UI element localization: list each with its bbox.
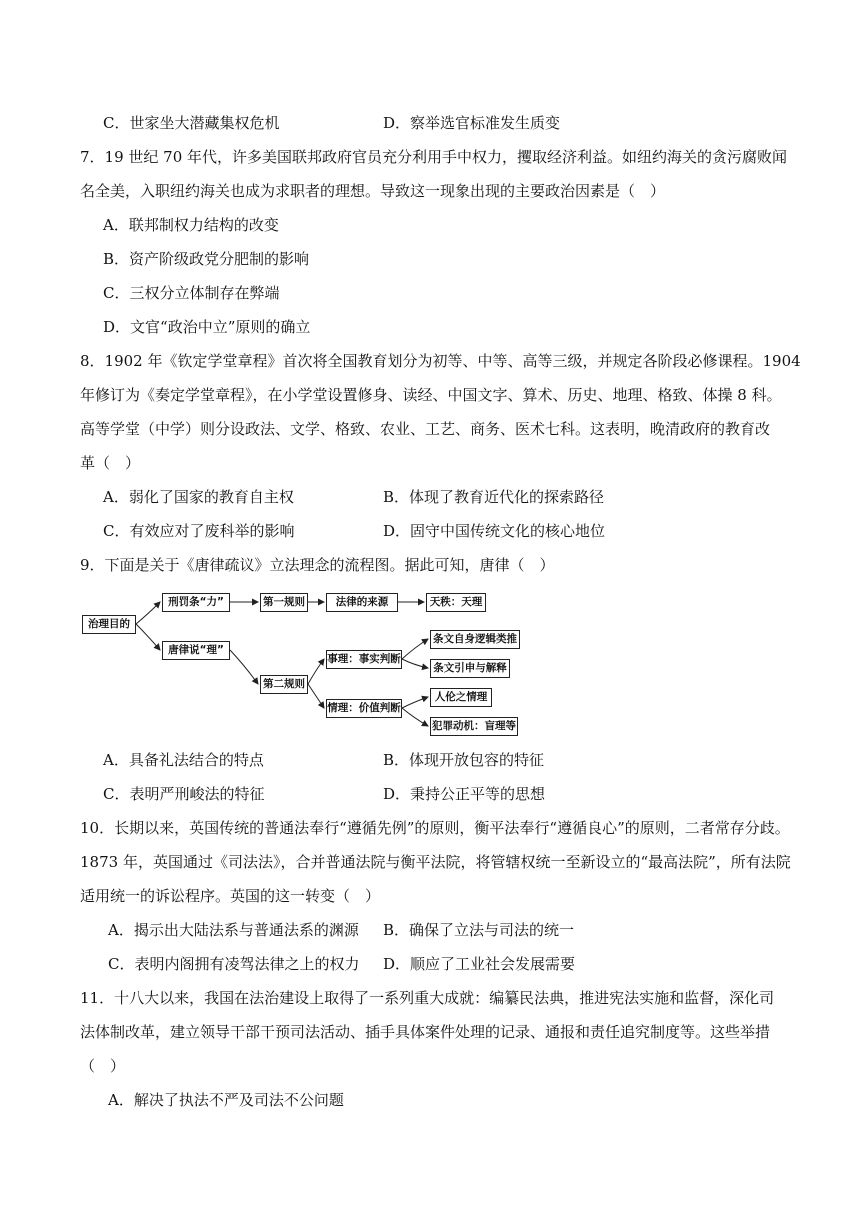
- edge-rule2-emotion: [308, 684, 324, 708]
- q11-stem-line1: 11．十八大以来，我国在法治建设上取得了一系列重大成就：编纂民法典，推进宪法实施和监督，深化司: [80, 989, 775, 1007]
- q9-stem-line1: 9．下面是关于《唐律疏议》立法理念的流程图。据此可知，唐律（ ）: [80, 556, 555, 574]
- edge-emotion-human: [402, 697, 428, 708]
- q8-stem-line2: 年修订为《奏定学堂章程》，在小学堂设置修身、读经、中国文字、算术、历史、地理、格致、体操 8 科。: [80, 386, 782, 404]
- node-punishment-force: 刑罚条“力”: [162, 593, 230, 612]
- q8-stem-line3: 高等学堂（中学）则分设政法、文学、格致、农业、工艺、商务、医术七科。这表明，晚清政府的教育改: [80, 420, 771, 438]
- node-law-source: 法律的来源: [326, 593, 398, 612]
- q8-option-c: C．有效应对了废科举的影响: [103, 522, 295, 540]
- node-human-relations: 人伦之情理: [430, 688, 492, 707]
- edge-root-reason: [136, 624, 160, 650]
- q8-stem-line4: 革（ ）: [80, 454, 141, 472]
- q8-stem-line1: 8．1902 年《钦定学堂章程》首次将全国教育划分为初等、中等、高等三级，并规定各阶段必修课程。1904: [80, 352, 801, 370]
- q6-option-d: D．察举选官标准发生质变: [383, 114, 561, 132]
- q9-option-c: C．表明严刑峻法的特征: [103, 785, 265, 803]
- node-tang-code-reason: 唐律说“理”: [162, 641, 230, 660]
- edge-reason-rule2: [230, 650, 258, 684]
- edge-fact-cite: [402, 659, 428, 668]
- q10-option-a: A．揭示出大陆法系与普通法系的渊源: [108, 921, 359, 939]
- node-criminal-motive: 犯罪动机：盲理等: [430, 717, 518, 736]
- node-first-rule: 第一规则: [260, 593, 308, 612]
- q9-option-b: B．体现开放包容的特征: [383, 751, 545, 769]
- node-clause-logic: 条文自身逻辑类推: [430, 630, 520, 649]
- q7-option-b: B．资产阶级政党分肥制的影响: [103, 250, 310, 268]
- q10-stem-line1: 10．长期以来，英国传统的普通法奉行“遵循先例”的原则，衡平法奉行“遵循良心”的原则，二者常存分歧。: [80, 819, 790, 837]
- q10-stem-line3: 适用统一的诉讼程序。英国的这一转变（ ）: [80, 887, 381, 905]
- q11-stem-line3: （ ）: [80, 1057, 126, 1075]
- q10-option-b: B．确保了立法与司法的统一: [383, 921, 575, 939]
- edge-emotion-motive: [402, 708, 428, 726]
- node-fact-judgment: 事理：事实判断: [326, 650, 402, 669]
- q9-option-d: D．秉持公正平等的思想: [383, 785, 546, 803]
- q7-option-a: A．联邦制权力结构的改变: [103, 216, 279, 234]
- q8-option-a: A．弱化了国家的教育自主权: [103, 488, 294, 506]
- node-second-rule: 第二规则: [260, 675, 308, 694]
- q9-option-a: A．具备礼法结合的特点: [103, 751, 264, 769]
- edge-rule2-fact: [308, 659, 324, 684]
- q7-option-c: C．三权分立体制存在弊端: [103, 284, 280, 302]
- q10-option-d: D．顺应了工业社会发展需要: [383, 955, 576, 973]
- q8-option-b: B．体现了教育近代化的探索路径: [383, 488, 605, 506]
- node-value-judgment: 情理：价值判断: [326, 699, 402, 718]
- q7-stem-line1: 7．19 世纪 70 年代，许多美国联邦政府官员充分利用手中权力，攫取经济利益。如纽约海关的贪污腐败闻: [80, 148, 788, 166]
- q7-stem-line2: 名全美，入职纽约海关也成为求职者的理想。导致这一现象出现的主要政治因素是（ ）: [80, 182, 666, 200]
- q7-option-d: D．文官“政治中立”原则的确立: [103, 318, 311, 336]
- edge-root-force: [136, 602, 160, 624]
- node-clause-extension: 条文引申与解释: [430, 659, 510, 678]
- node-governance-purpose: 治理目的: [82, 615, 136, 634]
- q8-option-d: D．固守中国传统文化的核心地位: [383, 522, 606, 540]
- edge-fact-logic: [402, 639, 428, 659]
- tang-code-flowchart: [80, 588, 530, 738]
- q10-stem-line2: 1873 年，英国通过《司法法》，合并普通法院与衡平法院，将管辖权统一至新设立的“最高法院”，所有法院: [80, 853, 791, 871]
- node-heavenly-order: 天秩：天理: [426, 593, 486, 612]
- q11-stem-line2: 法体制改革，建立领导干部干预司法活动、插手具体案件处理的记录、通报和责任追究制度等。这些举措: [80, 1023, 771, 1041]
- q6-option-c: C．世家坐大潜藏集权危机: [103, 114, 280, 132]
- q10-option-c: C．表明内阁拥有凌驾法律之上的权力: [108, 955, 360, 973]
- q11-option-a: A．解决了执法不严及司法不公问题: [108, 1091, 344, 1109]
